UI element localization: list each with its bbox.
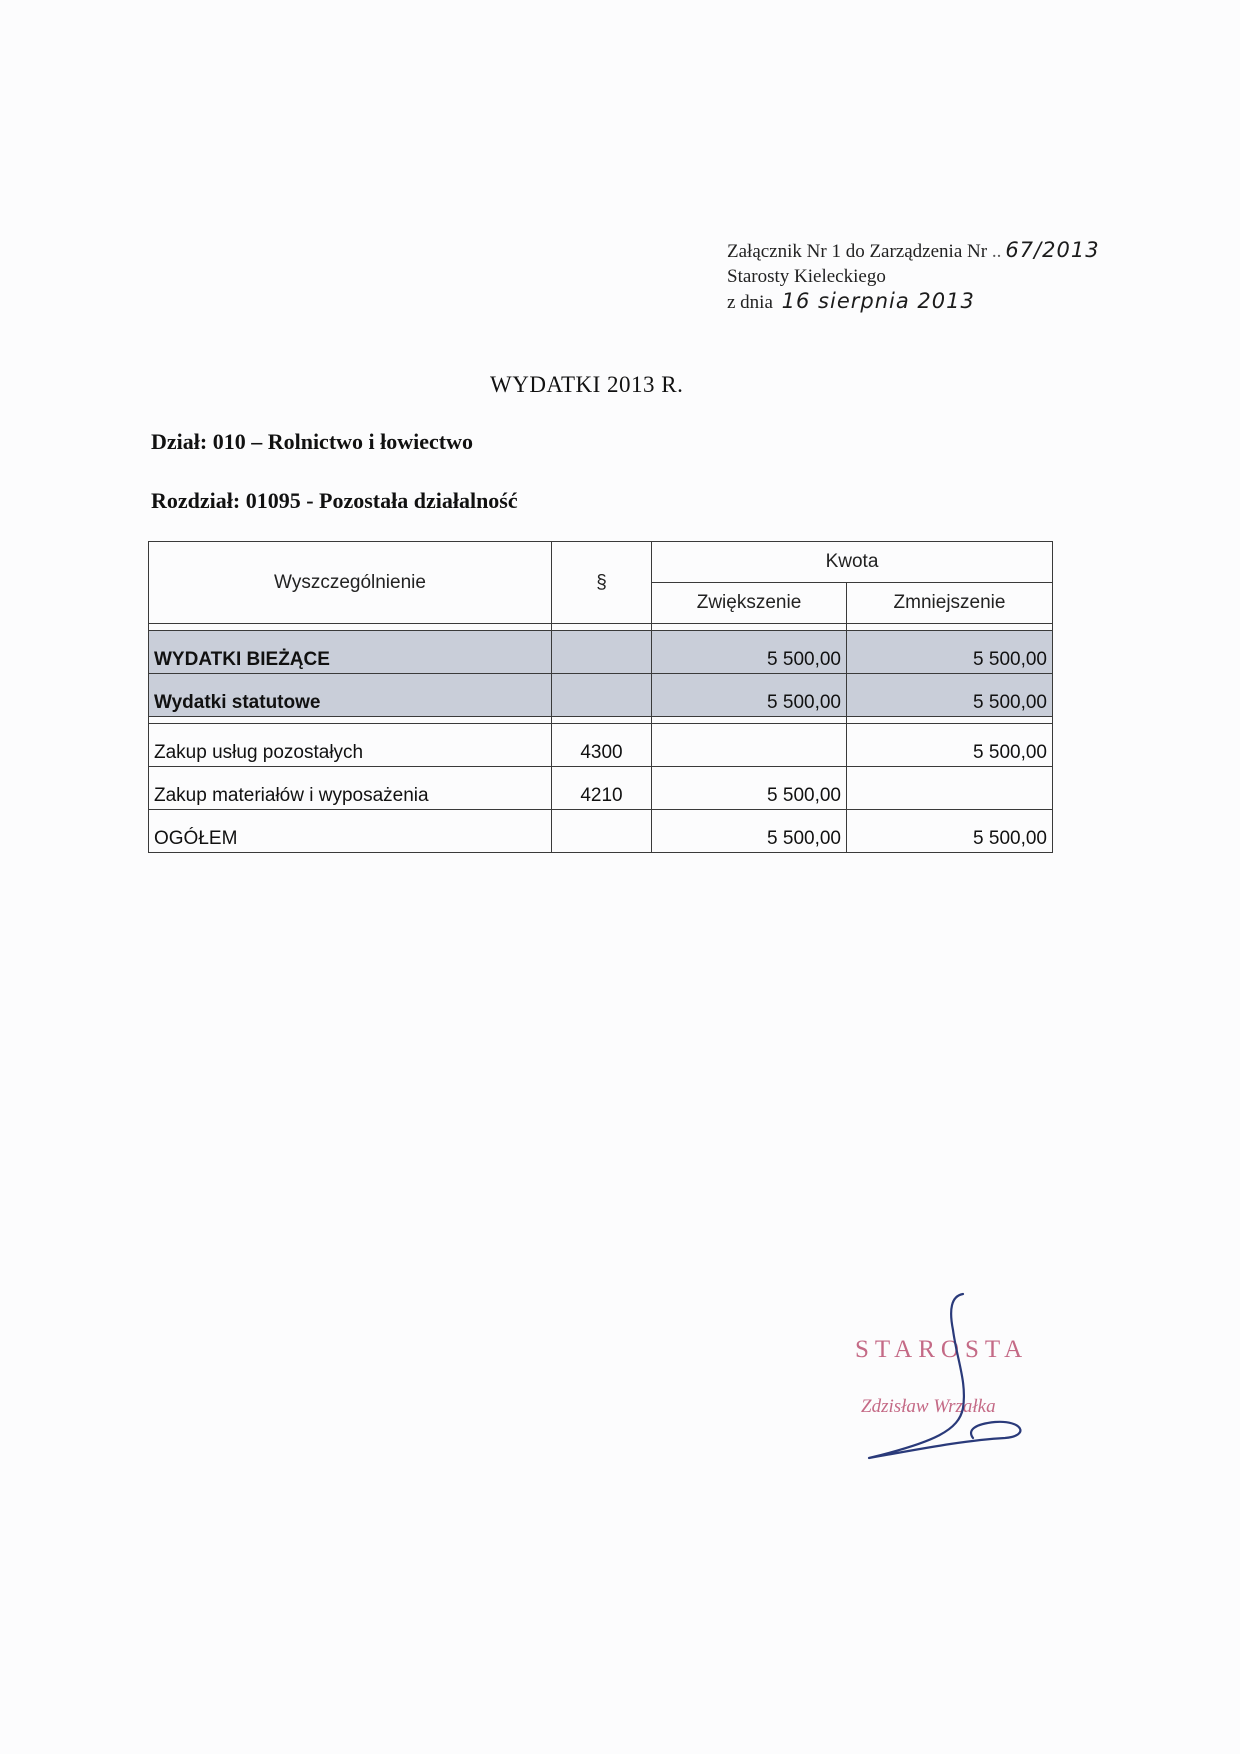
row-paragraph (552, 810, 652, 853)
table-row-total (149, 810, 1053, 853)
attachment-line-1 (727, 238, 1100, 264)
row-decrease: 5 500,00 (847, 810, 1053, 853)
row-label: Zakup materiałów i wyposażenia (149, 767, 552, 810)
table-spacer (149, 624, 1053, 631)
stamp-title: STAROSTA (855, 1336, 1029, 1363)
table-row (149, 767, 1053, 810)
row-decrease: 5 500,00 (847, 674, 1053, 717)
budget-table (148, 541, 1053, 853)
row-increase: 5 500,00 (652, 631, 847, 674)
row-increase: 5 500,00 (652, 810, 847, 853)
table-row (149, 724, 1053, 767)
header-decrease: Zmniejszenie (847, 583, 1053, 624)
header-paragraph: § (552, 542, 652, 624)
table-spacer (149, 717, 1053, 724)
row-label: WYDATKI BIEŻĄCE (149, 631, 552, 674)
attachment-note (727, 238, 1100, 315)
date-label: z dnia (727, 292, 773, 313)
row-paragraph (552, 631, 652, 674)
row-paragraph (552, 674, 652, 717)
row-decrease (847, 767, 1053, 810)
attachment-issuer: Starosty Kieleckiego (727, 266, 886, 287)
table-row (149, 674, 1053, 717)
row-paragraph: 4300 (552, 724, 652, 767)
row-label: Wydatki statutowe (149, 674, 552, 717)
attachment-dots: .. (991, 241, 1002, 262)
header-description: Wyszczególnienie (149, 542, 552, 624)
row-increase: 5 500,00 (652, 767, 847, 810)
row-label: OGÓŁEM (149, 810, 552, 853)
table-row (149, 631, 1053, 674)
attachment-label: Załącznik Nr 1 do Zarządzenia Nr (727, 241, 988, 262)
row-paragraph: 4210 (552, 767, 652, 810)
section-rozdzial: Rozdział: 01095 - Pozostała działalność (151, 488, 518, 513)
row-increase (652, 724, 847, 767)
table-header-row (149, 542, 1053, 583)
handwritten-order-number: 67/2013 (1005, 238, 1100, 262)
section-dzial: Dział: 010 – Rolnictwo i łowiectwo (151, 429, 473, 454)
header-amount: Kwota (652, 542, 1053, 583)
row-decrease: 5 500,00 (847, 631, 1053, 674)
document-title: WYDATKI 2013 R. (490, 372, 684, 397)
handwritten-date: 16 sierpnia 2013 (781, 289, 975, 313)
row-label: Zakup usług pozostałych (149, 724, 552, 767)
attachment-line-3 (727, 289, 1100, 315)
row-increase: 5 500,00 (652, 674, 847, 717)
handwritten-signature-icon (855, 1290, 1075, 1460)
stamp-name: Zdzisław Wrzałka (861, 1396, 996, 1417)
row-decrease: 5 500,00 (847, 724, 1053, 767)
official-stamp (855, 1290, 1075, 1460)
header-increase: Zwiększenie (652, 583, 847, 624)
